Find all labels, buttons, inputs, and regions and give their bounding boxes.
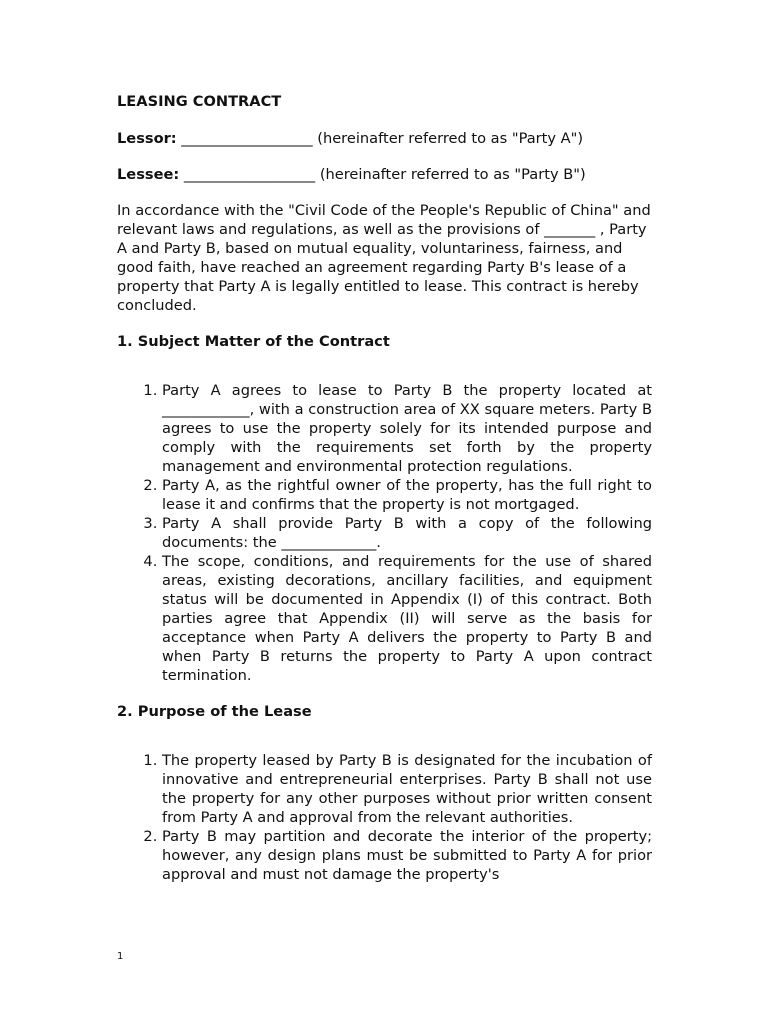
list-item: 2. Party A, as the rightful owner of the property, has the full right to lease it and confirms that the property is not mortgaged. (162, 476, 652, 514)
list-item: 3. Party A shall provide Party B with a copy of the following documents: the _____________. (162, 514, 652, 552)
lessor-note: (hereinafter referred to as "Party A") (317, 130, 584, 147)
list-item: 4. The scope, conditions, and requirements for the use of shared areas, existing decorations, ancillary facilities, and equipment status will be documented in Appendix (I) of this contract. Both parties agree that Appendix (II) will serve as the basis for acceptance when Party A delivers the property to Party B and when Party B returns the property to Party A upon contract termination. (162, 552, 652, 685)
lessor-line (117, 129, 652, 148)
section-heading-purpose: 2. Purpose of the Lease (117, 703, 312, 720)
page-number: 1 (117, 951, 124, 962)
lessor-blank: __________________ (181, 130, 313, 147)
intro-paragraph: In accordance with the "Civil Code of the People's Republic of China" and relevant laws and regulations, as well as the provisions of _______ , Party A and Party B, based on mutual equality, voluntariness, fairness, and good faith, have reached an agreement regarding Party B's lease of a property that Party A is legally entitled to lease. This contract is hereby concluded. (117, 202, 651, 314)
lessee-note: (hereinafter referred to as "Party B") (319, 166, 586, 183)
section-heading-subject-matter: 1. Subject Matter of the Contract (117, 333, 390, 350)
purpose-list (117, 751, 652, 884)
list-item: 1. The property leased by Party B is designated for the incubation of innovative and entrepreneurial enterprises. Party B shall not use the property for any other purposes without prior written consent from Party A and approval from the relevant authorities. (162, 751, 652, 827)
lessor-label: Lessor: (117, 130, 177, 147)
list-item: 2. Party B may partition and decorate the interior of the property; however, any design plans must be submitted to Party A for prior approval and must not damage the property's (162, 827, 652, 884)
document-body (117, 92, 652, 901)
lessee-label: Lessee: (117, 166, 180, 183)
lessee-line (117, 165, 652, 184)
lessee-blank: __________________ (183, 166, 316, 183)
list-item: 1. Party A agrees to lease to Party B the property located at ____________, with a construction area of XX square meters. Party B agrees to use the property solely for its intended purpose and comply with the requirements set forth by the property management and environmental protection regulations. (162, 381, 652, 476)
document-title: LEASING CONTRACT (117, 93, 282, 110)
subject-matter-list (117, 381, 652, 685)
